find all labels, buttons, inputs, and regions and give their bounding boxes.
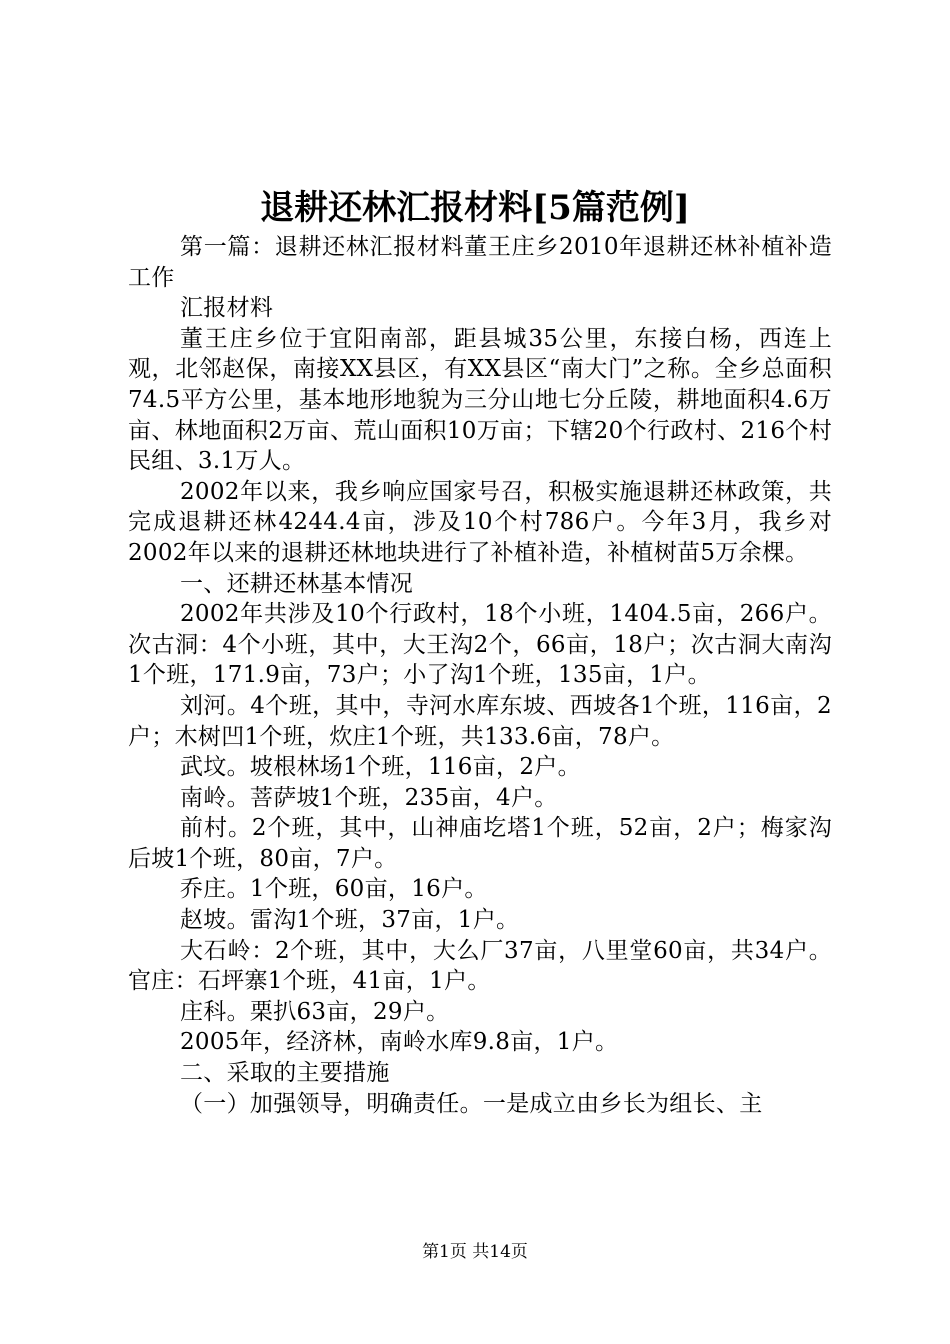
paragraph: 汇报材料 xyxy=(180,295,274,322)
document-body xyxy=(128,232,832,1119)
paragraph: 南岭。菩萨坡1个班，235亩，4户。 xyxy=(180,784,558,811)
section-heading: 二、采取的主要措施 xyxy=(180,1060,390,1087)
paragraph: 庄科。栗扒63亩，29户。 xyxy=(180,998,450,1025)
paragraph: 刘河。4个班，其中，寺河水库东坡、西坡各1个班，116亩，2户；木树凹1个班，炊庄1个班，共133.6亩，78户。 xyxy=(128,692,832,750)
document-title: 退耕还林汇报材料[5篇范例] xyxy=(260,188,690,228)
paragraph: 2002年共涉及10个行政村，18个小班，1404.5亩，266户。次古洞：4个小班，其中，大王沟2个，66亩，18户；次古洞大南沟1个班，171.9亩，73户；小了沟1个班，135亩，1户。 xyxy=(128,601,832,689)
page-footer: 第1页 共14页 xyxy=(422,1242,528,1262)
paragraph: 2002年以来，我乡响应国家号召，积极实施退耕还林政策，共完成退耕还林4244.4亩，涉及10个村786户。今年3月，我乡对2002年以来的退耕还林地块进行了补植补造，补植树苗5万余棵。 xyxy=(128,478,832,566)
paragraph: 乔庄。1个班，60亩，16户。 xyxy=(180,876,488,903)
paragraph: 第一篇：退耕还林汇报材料董王庄乡2010年退耕还林补植补造工作 xyxy=(128,234,832,291)
paragraph: 大石岭：2个班，其中，大么厂37亩，八里堂60亩，共34户。官庄：石坪寨1个班，41亩，1户。 xyxy=(128,937,832,995)
paragraph: 前村。2个班，其中，山神庙圪塔1个班，52亩，2户；梅家沟后坡1个班，80亩，7户。 xyxy=(128,815,832,872)
paragraph: （一）加强领导，明确责任。一是成立由乡长为组长、主 xyxy=(180,1090,763,1117)
section-heading: 一、还耕还林基本情况 xyxy=(180,570,413,597)
paragraph: 赵坡。雷沟1个班，37亩，1户。 xyxy=(180,907,520,934)
paragraph: 武坟。坡根林场1个班，116亩，2户。 xyxy=(180,754,581,781)
paragraph: 2005年，经济林，南岭水库9.8亩，1户。 xyxy=(180,1029,619,1056)
paragraph: 董王庄乡位于宜阳南部，距县城35公里，东接白杨，西连上观，北邻赵保，南接XX县区，有XX县区“南大门”之称。全乡总面积74.5平方公里，基本地形地貌为三分山地七分丘陵，耕地面积4.6万亩、林地面积2万亩、荒山面积10万亩；下辖20个行政村、216个村民组、3.1万人。 xyxy=(128,325,832,475)
